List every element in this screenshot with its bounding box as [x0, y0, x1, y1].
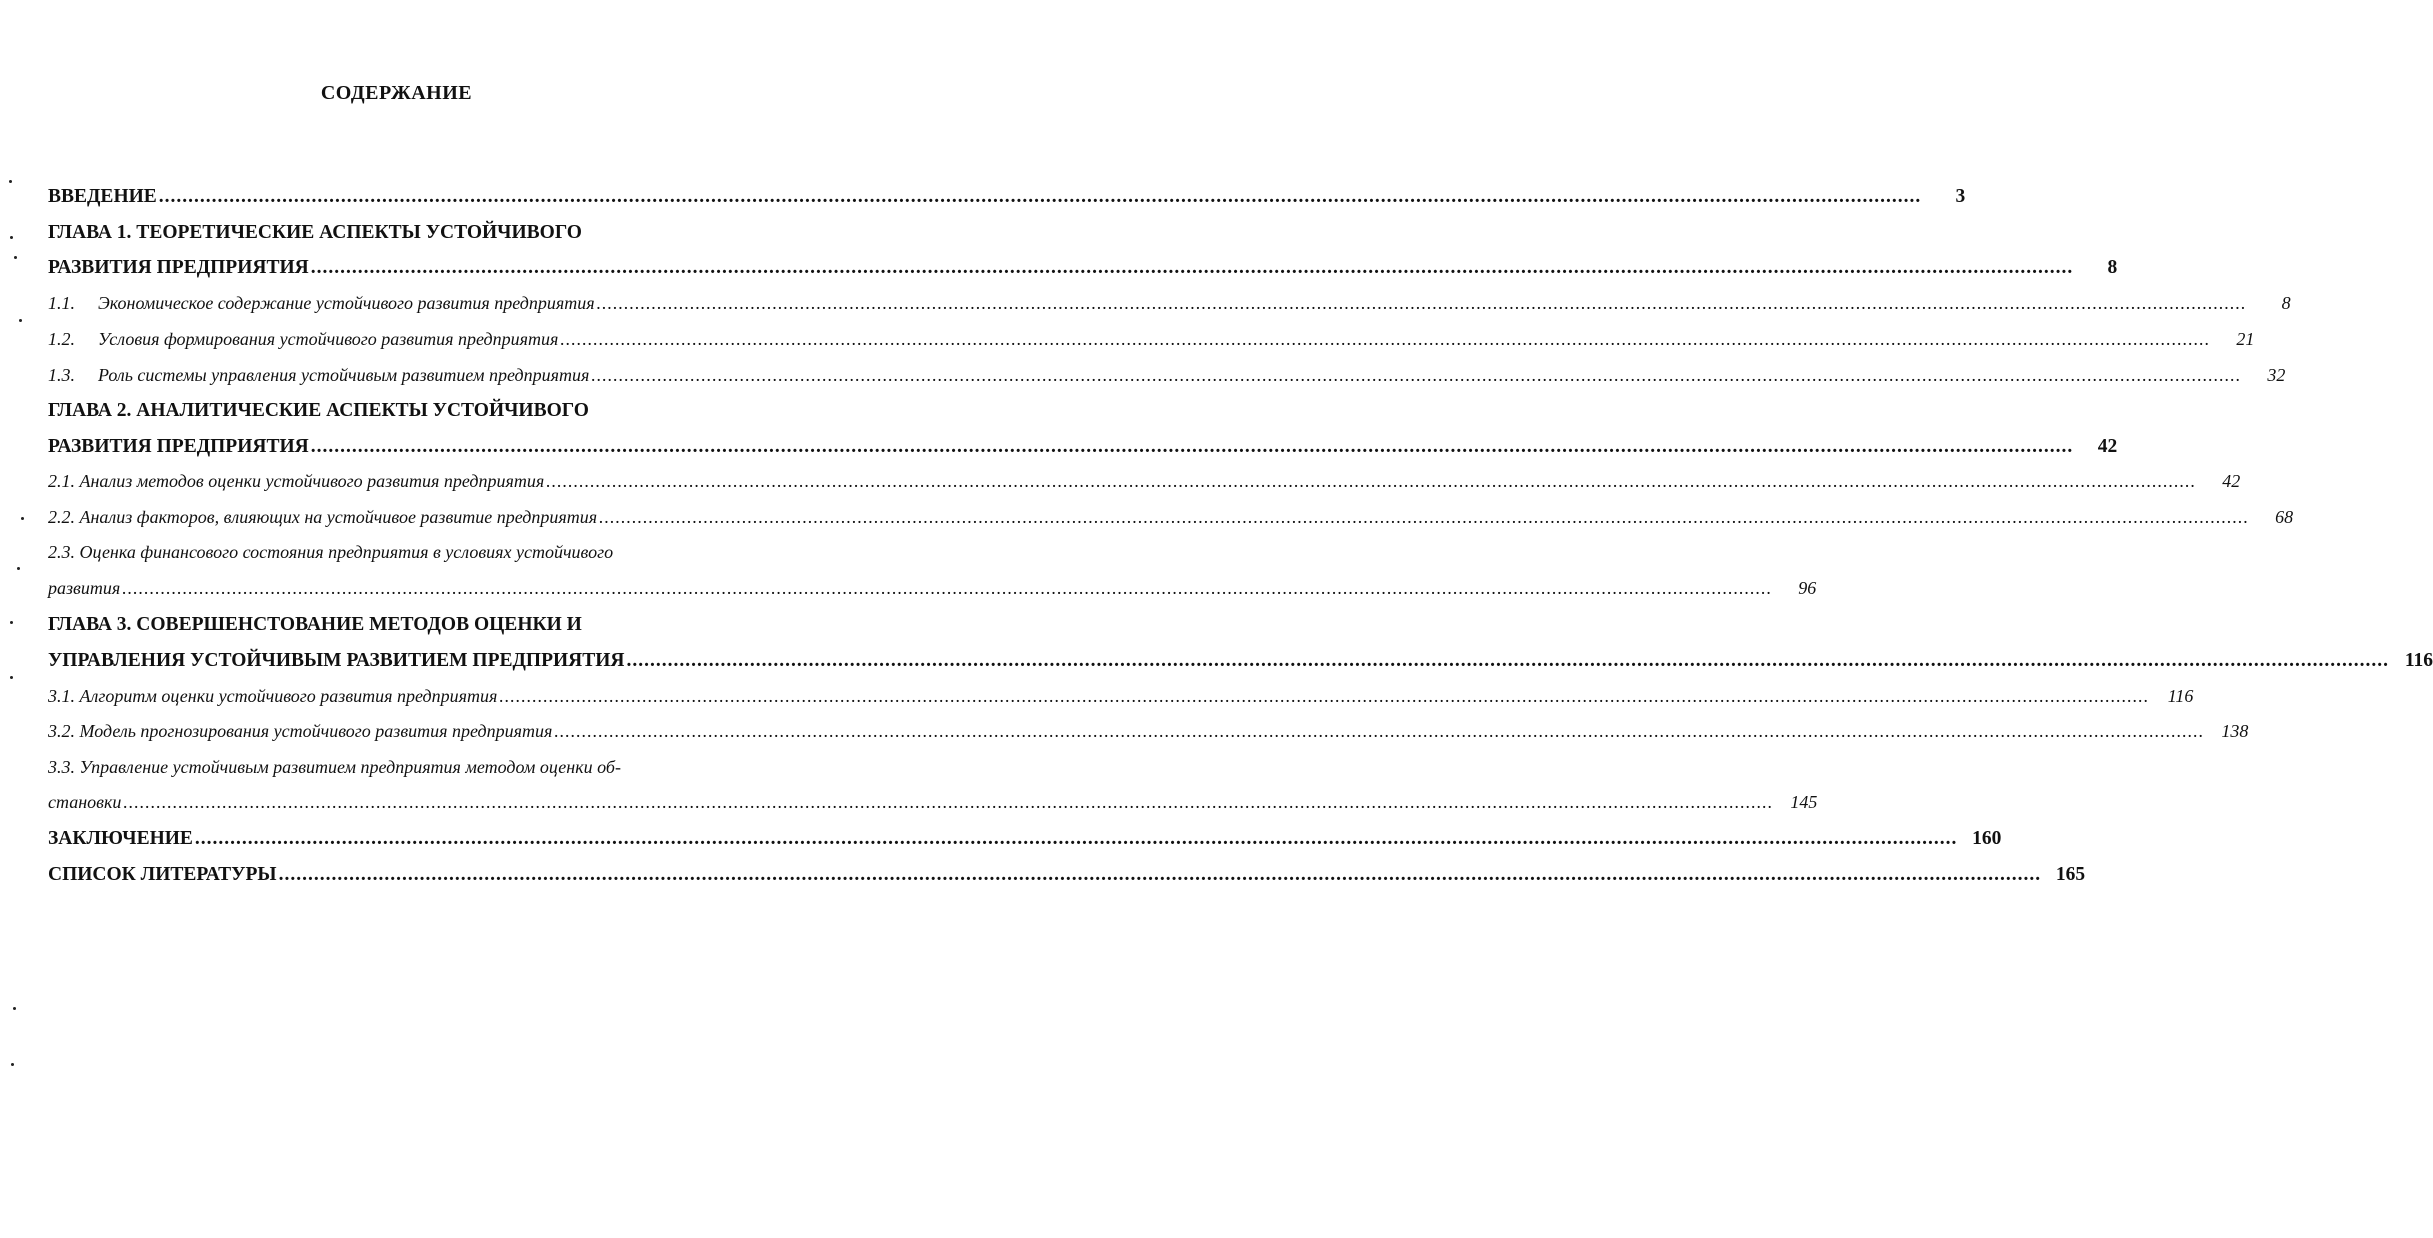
toc-chapter-3-heading: [48, 614, 720, 642]
toc-page-number: 165: [2055, 864, 2086, 885]
page-title: СОДЕРЖАНИЕ: [320, 82, 473, 104]
toc-leader: ............................................................................................................................................................................................................................................................................................................: [626, 650, 2389, 671]
toc-leader: ............................................................................................................................................................................................................................................................................................................: [278, 864, 2042, 885]
toc-leader: ............................................................................................................................................................................................................................................................................................................: [499, 686, 2150, 706]
toc-page-number: 21: [2236, 329, 2255, 349]
toc-page-number: 8: [2107, 257, 2118, 278]
toc-page-number: 138: [2221, 721, 2249, 741]
toc-page-number: 160: [1972, 828, 2002, 849]
scan-speck: [14, 256, 17, 259]
toc-entry-label: ГЛАВА 2. АНАЛИТИЧЕСКИЕ АСПЕКТЫ УСТОЙЧИВОГО: [48, 400, 589, 421]
toc-entry-label: ЗАКЛЮЧЕНИЕ: [48, 828, 193, 849]
scan-speck: [11, 1063, 14, 1066]
toc-entry-label: становки: [48, 792, 122, 812]
toc-entry-label: РАЗВИТИЯ ПРЕДПРИЯТИЯ: [48, 257, 309, 278]
toc-page-number: 96: [1798, 578, 1817, 598]
toc-page-number: 42: [2222, 471, 2241, 491]
toc-entry-3-3: [48, 792, 1818, 820]
toc-entry-label: 2.3. Оценка финансового состояния предприятия в условиях устойчивого: [48, 542, 614, 562]
toc-page-number: 8: [2281, 293, 2291, 313]
toc-entry-3-2: [48, 721, 2249, 749]
toc-leader: ............................................................................................................................................................................................................................................................................................................: [158, 186, 1922, 207]
toc-leader: ............................................................................................................................................................................................................................................................................................................: [310, 257, 2074, 278]
scan-speck: [21, 517, 24, 520]
toc-chapter-1-heading: [48, 222, 720, 250]
toc-entry-chapter-3: [48, 650, 2433, 678]
toc-entry-2-1: [48, 471, 2241, 499]
scan-speck: [17, 567, 20, 570]
toc-entry-2-2: [48, 507, 2294, 535]
toc-entry-2-3: [48, 578, 1817, 606]
scan-speck: [10, 676, 13, 679]
toc-section-number: 1.3.: [48, 365, 75, 385]
toc-leader: ............................................................................................................................................................................................................................................................................................................: [560, 329, 2211, 349]
toc-page-number: 68: [2275, 507, 2294, 527]
toc-chapter-2-heading: [48, 400, 720, 428]
toc-entry-intro: [48, 186, 1966, 214]
toc-entry-chapter-2: [48, 436, 2118, 464]
toc-entry-1-1: [48, 293, 2291, 321]
toc-entry-label: развития: [48, 578, 121, 598]
toc-entry-3-3-heading: [48, 757, 720, 785]
toc-page-number: 116: [2404, 650, 2433, 671]
scan-speck: [10, 621, 13, 624]
toc-entry-label: 2.1. Анализ методов оценки устойчивого развития предприятия: [48, 471, 545, 491]
toc-entry-label: ГЛАВА 3. СОВЕРШЕНСТОВАНИЕ МЕТОДОВ ОЦЕНКИ И: [48, 614, 582, 635]
toc-entry-1-3: [48, 365, 2286, 393]
toc-entry-2-3-heading: [48, 542, 720, 570]
toc-leader: ............................................................................................................................................................................................................................................................................................................: [123, 792, 1774, 812]
toc-leader: ............................................................................................................................................................................................................................................................................................................: [546, 471, 2197, 491]
toc-entry-label: 2.2. Анализ факторов, влияющих на устойчивое развитие предприятия: [48, 507, 598, 527]
toc-leader: ............................................................................................................................................................................................................................................................................................................: [599, 507, 2250, 527]
toc-entry-label: УПРАВЛЕНИЯ УСТОЙЧИВЫМ РАЗВИТИЕМ ПРЕДПРИЯТИЯ: [48, 650, 625, 671]
toc-entry-label: Роль системы управления устойчивым развитием предприятия: [98, 365, 590, 385]
toc-page-number: 145: [1790, 792, 1818, 812]
toc-page-number: 3: [1955, 186, 1966, 207]
toc-entry-chapter-1: [48, 257, 2118, 285]
toc-entry-label: ГЛАВА 1. ТЕОРЕТИЧЕСКИЕ АСПЕКТЫ УСТОЙЧИВОГО: [48, 222, 582, 243]
toc-leader: ............................................................................................................................................................................................................................................................................................................: [194, 828, 1958, 849]
toc-entry-references: [48, 864, 2086, 892]
scan-speck: [19, 319, 22, 322]
toc-page-number: 42: [2097, 436, 2118, 457]
toc-page-number: 116: [2167, 686, 2194, 706]
toc-leader: ............................................................................................................................................................................................................................................................................................................: [596, 293, 2247, 313]
toc-leader: ............................................................................................................................................................................................................................................................................................................: [122, 578, 1773, 598]
toc-leader: ............................................................................................................................................................................................................................................................................................................: [310, 436, 2074, 457]
toc-entry-label: СПИСОК ЛИТЕРАТУРЫ: [48, 864, 277, 885]
toc-section-number: 1.2.: [48, 329, 75, 349]
toc-entry-label: ВВЕДЕНИЕ: [48, 186, 157, 207]
toc-section-number: 1.1.: [48, 293, 75, 313]
toc-entry-3-1: [48, 686, 2194, 714]
toc-entry-conclusion: [48, 828, 2002, 856]
toc-entry-1-2: [48, 329, 2255, 357]
toc-entry-label: Условия формирования устойчивого развития предприятия: [98, 329, 559, 349]
toc-entry-label: РАЗВИТИЯ ПРЕДПРИЯТИЯ: [48, 436, 309, 457]
toc-entry-label: 3.1. Алгоритм оценки устойчивого развития предприятия: [48, 686, 498, 706]
toc-page-number: 32: [2267, 365, 2286, 385]
scan-speck: [13, 1007, 16, 1010]
toc-entry-label: 3.2. Модель прогнозирования устойчивого развития предприятия: [48, 721, 553, 741]
toc-entry-label: 3.3. Управление устойчивым развитием предприятия методом оценки об-: [48, 757, 621, 777]
toc-entry-label: Экономическое содержание устойчивого развития предприятия: [98, 293, 595, 313]
toc-leader: ............................................................................................................................................................................................................................................................................................................: [591, 365, 2242, 385]
scan-speck: [9, 180, 12, 183]
scan-speck: [10, 236, 13, 239]
toc-leader: ............................................................................................................................................................................................................................................................................................................: [554, 721, 2205, 741]
